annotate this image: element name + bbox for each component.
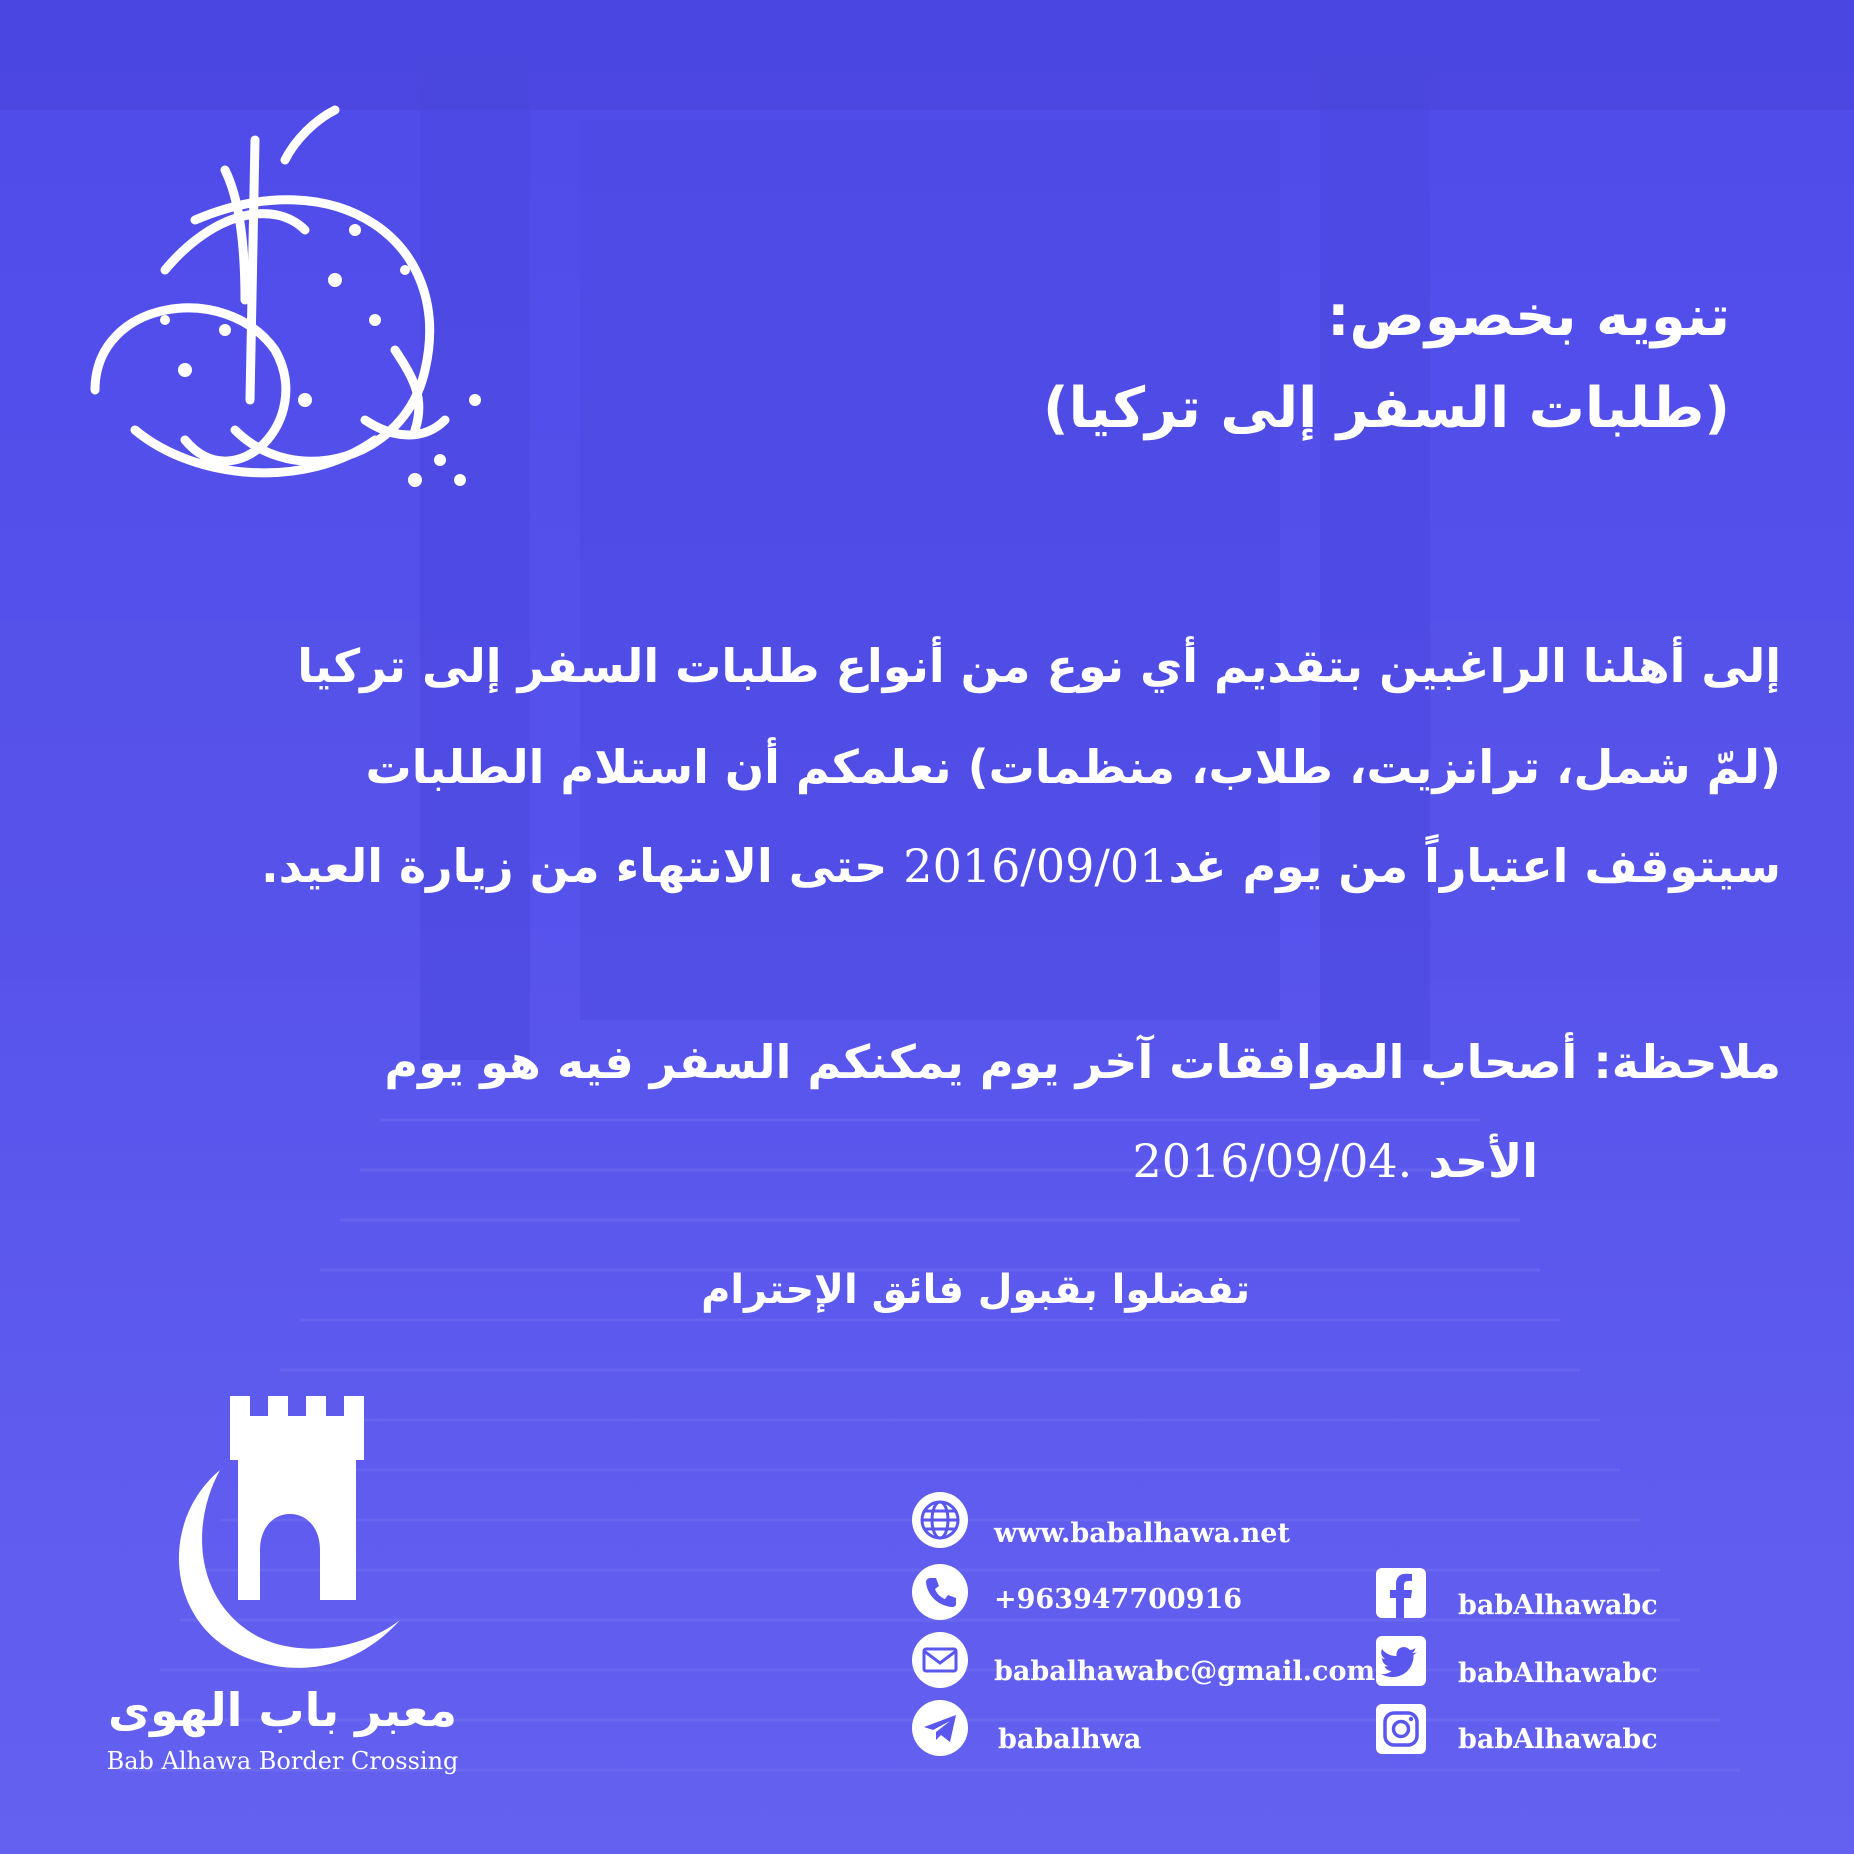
announcement-line-3-suffix: حتى الانتهاء من زيارة العيد.	[261, 839, 888, 893]
announcement-line-2: (لمّ شمل، ترانزيت، طلاب، منظمات) نعلمكم أن استلام الطلبات	[365, 740, 1781, 794]
notice-title: تنويه بخصوص:	[1327, 284, 1730, 349]
tower-gate-icon	[150, 1390, 420, 1680]
email-icon	[912, 1632, 968, 1688]
telegram-icon	[912, 1700, 968, 1756]
brand-name-en: Bab Alhawa Border Crossing	[106, 1747, 459, 1775]
phone-icon	[912, 1564, 968, 1620]
instagram-handle[interactable]: babAlhawabc	[1458, 1724, 1658, 1755]
instagram-icon	[1376, 1704, 1426, 1754]
globe-icon	[912, 1492, 968, 1548]
note-line-2-prefix: الأحد	[1428, 1134, 1538, 1188]
telegram-handle[interactable]: babalhwa	[998, 1724, 1142, 1755]
note-line-1: ملاحظة: أصحاب الموافقات آخر يوم يمكنكم السفر فيه هو يوم	[384, 1035, 1781, 1089]
start-date: 2016/09/01	[903, 839, 1169, 893]
email-address[interactable]: babalhawabc@gmail.com	[994, 1656, 1376, 1687]
brand-name-ar: معبر باب الهوى	[107, 1683, 458, 1737]
announcement-line-3	[261, 836, 1781, 896]
notice-subtitle: (طلبات السفر إلى تركيا)	[1043, 376, 1730, 441]
website-link[interactable]: www.babalhawa.net	[994, 1518, 1290, 1549]
twitter-handle[interactable]: babAlhawabc	[1458, 1658, 1658, 1689]
facebook-handle[interactable]: babAlhawabc	[1458, 1590, 1658, 1621]
announcement-line-3-prefix: سيتوقف اعتباراً من يوم غد	[1168, 839, 1781, 893]
eid-calligraphy-icon	[75, 100, 515, 550]
announcement-line-1: إلى أهلنا الراغبين بتقديم أي نوع من أنواع طلبات السفر إلى تركيا	[297, 639, 1781, 693]
phone-number[interactable]: +963947700916	[994, 1584, 1243, 1615]
closing-line: تفضلوا بقبول فائق الإحترام	[701, 1267, 1250, 1313]
end-date: 2016/09/04.	[1132, 1134, 1413, 1188]
facebook-icon	[1376, 1568, 1426, 1618]
note-line-2	[1132, 1131, 1538, 1191]
twitter-icon	[1376, 1636, 1426, 1686]
